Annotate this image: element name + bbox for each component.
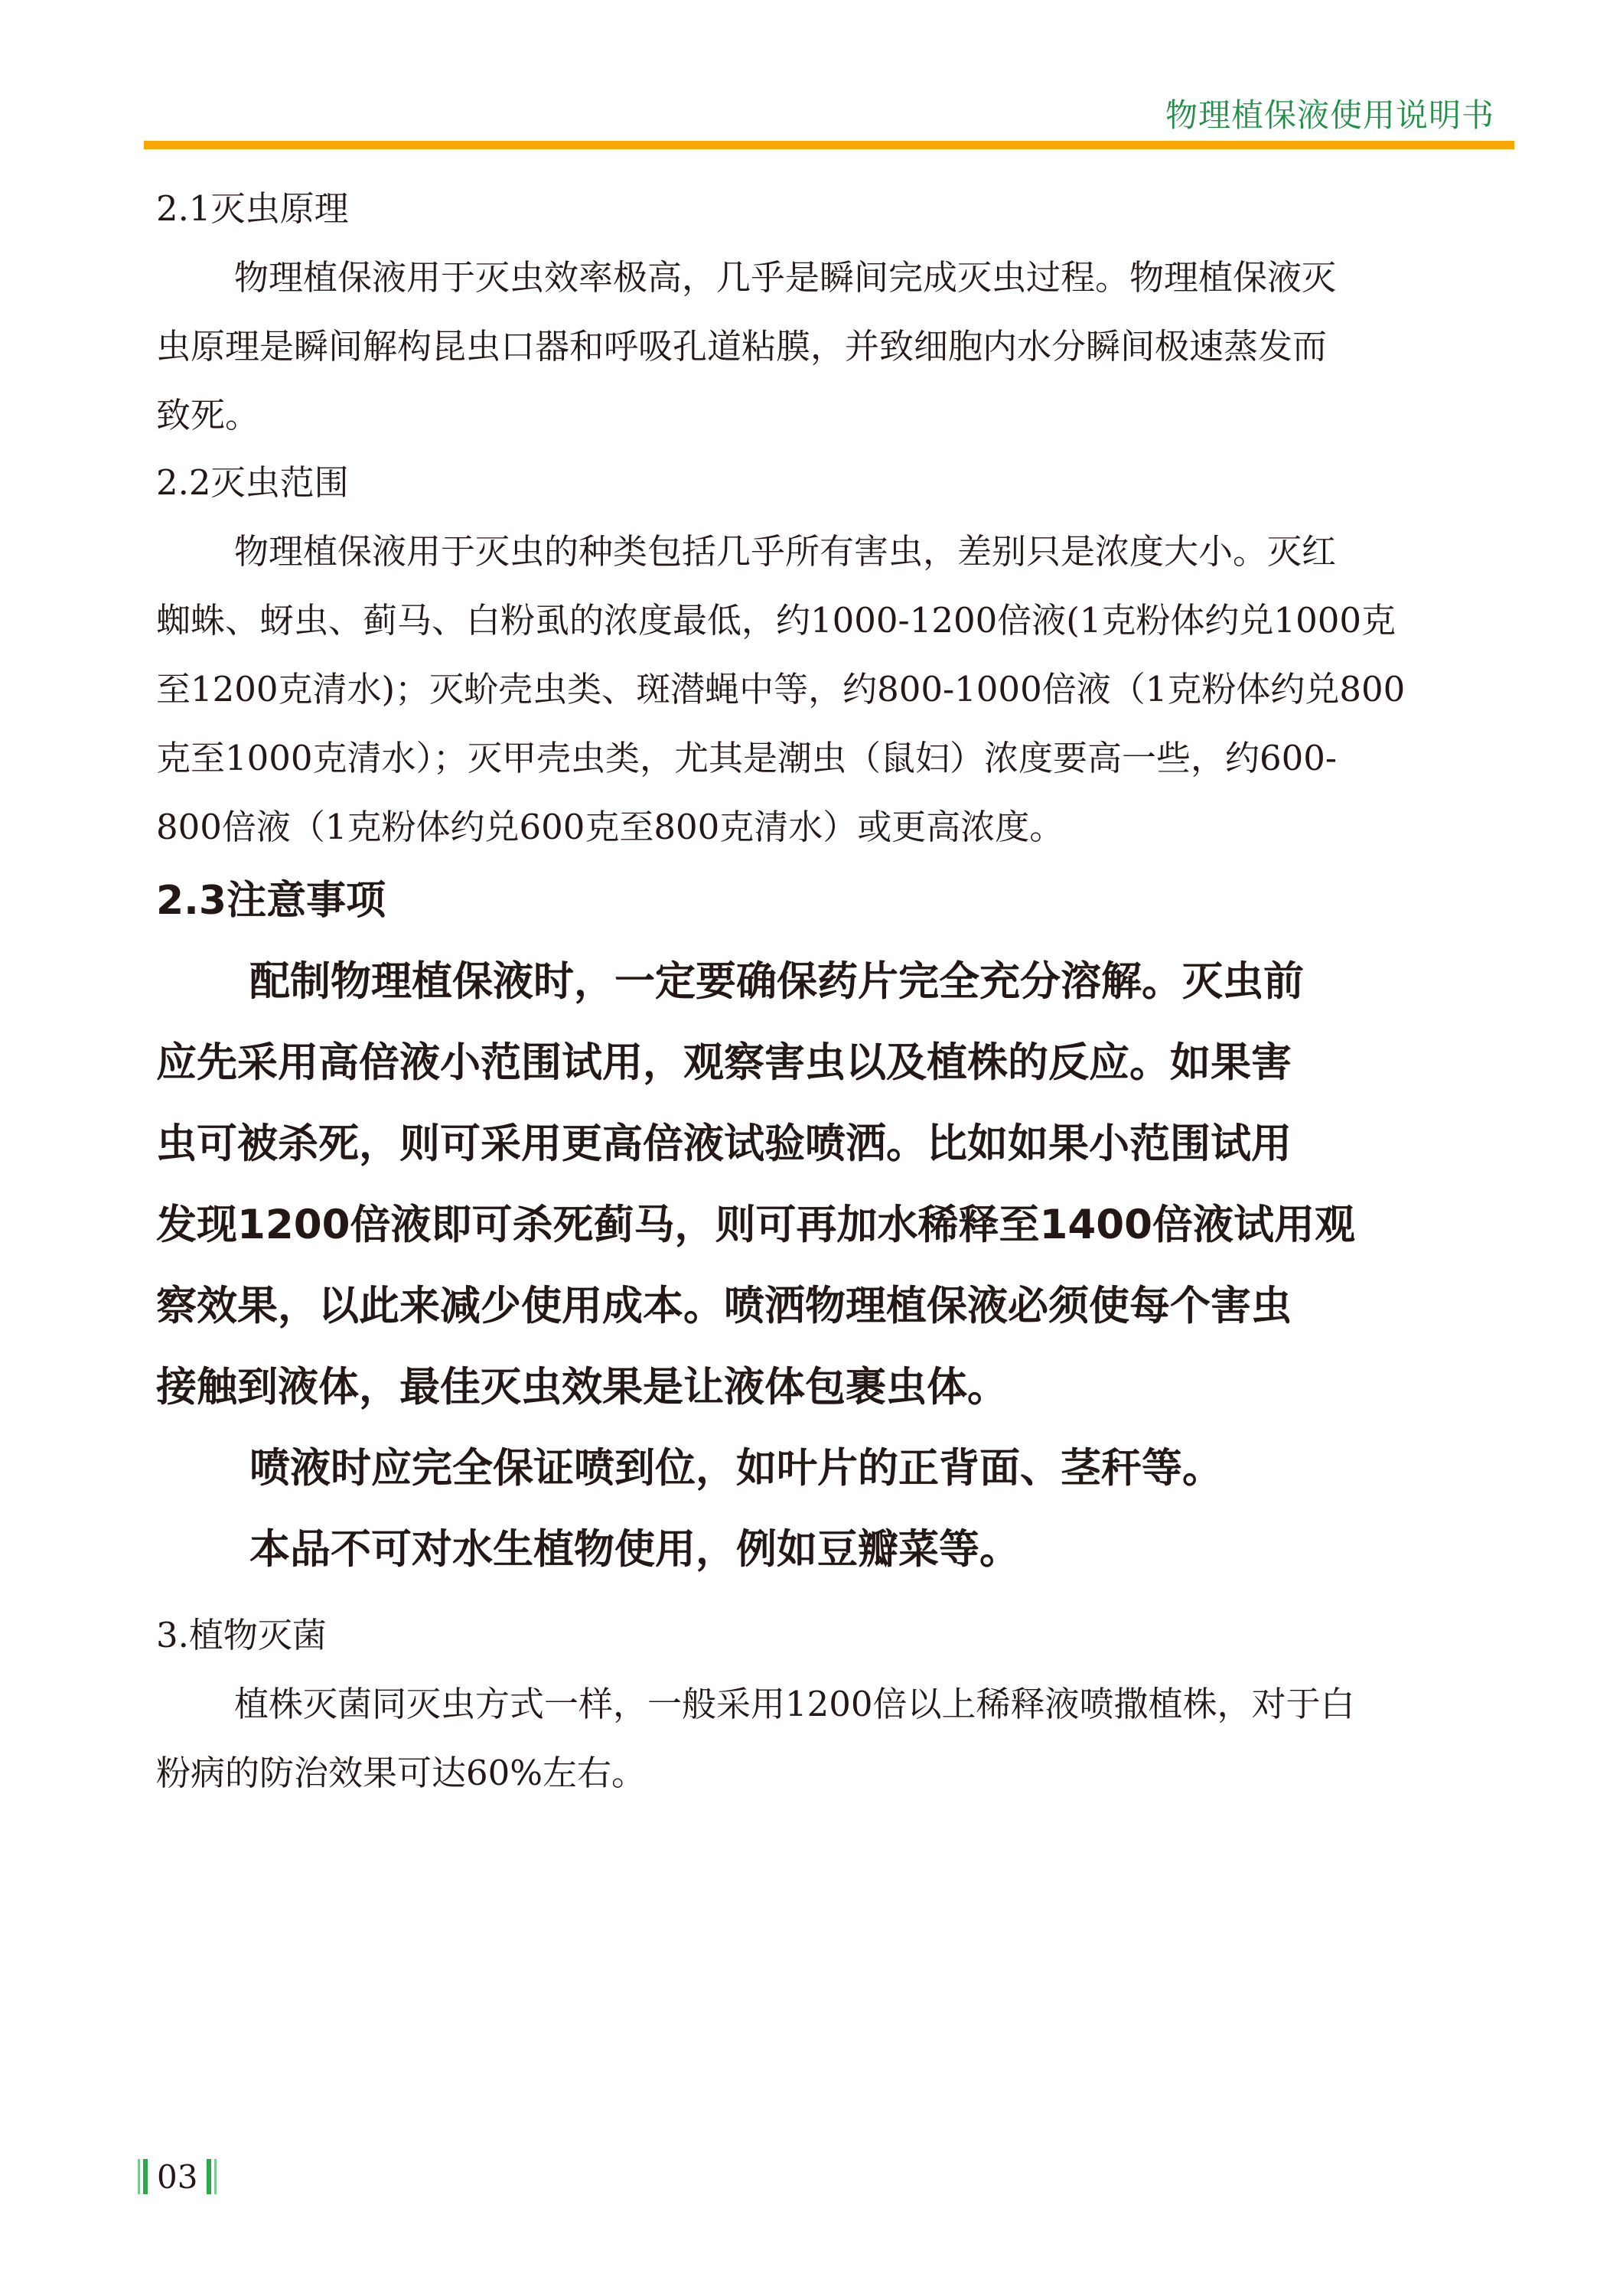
page-footer [138, 2157, 217, 2197]
footer-bar-right-thin [214, 2159, 217, 2194]
header-divider [144, 141, 1514, 149]
section-heading-2-2: 2.2灭虫范围 [156, 462, 349, 503]
paragraph-line: 克至1000克清水）；灭甲壳虫类，尤其是潮虫（鼠妇）浓度要高一些，约600- [156, 738, 1338, 778]
document-title: 物理植保液使用说明书 [1165, 96, 1494, 134]
page-number: 03 [157, 2157, 198, 2196]
paragraph-line: 800倍液（1克粉体约兑600克至800克清水）或更高浓度。 [156, 807, 1064, 847]
paragraph-line-bold: 发现1200倍液即可杀死蓟马，则可再加水稀释至1400倍液试用观 [156, 1202, 1356, 1248]
paragraph-line-bold: 察效果，以此来减少使用成本。喷洒物理植保液必须使每个害虫 [156, 1283, 1292, 1329]
paragraph-line: 虫原理是瞬间解构昆虫口器和呼吸孔道粘膜，并致细胞内水分瞬间极速蒸发而 [156, 326, 1328, 367]
footer-bar-left [143, 2159, 148, 2194]
paragraph-line: 物理植保液用于灭虫的种类包括几乎所有害虫，差别只是浓度大小。灭红 [234, 531, 1337, 572]
paragraph-line: 蜘蛛、蚜虫、蓟马、白粉虱的浓度最低，约1000-1200倍液(1克粉体约兑1000克 [156, 600, 1396, 641]
paragraph-line-bold: 接触到液体，最佳灭虫效果是让液体包裹虫体。 [156, 1364, 1008, 1411]
paragraph-line: 粉病的防治效果可达60%左右。 [156, 1753, 647, 1793]
paragraph-line-bold: 本品不可对水生植物使用，例如豆瓣菜等。 [249, 1526, 1020, 1573]
footer-bar-right [207, 2159, 211, 2194]
section-heading-3: 3.植物灭菌 [156, 1615, 327, 1655]
footer-bar-left-thin [138, 2159, 140, 2194]
paragraph-line-bold: 应先采用高倍液小范围试用，观察害虫以及植株的反应。如果害 [156, 1039, 1292, 1086]
paragraph-line-bold: 虫可被杀死，则可采用更高倍液试验喷洒。比如如果小范围试用 [156, 1120, 1292, 1167]
paragraph-line-bold: 喷液时应完全保证喷到位，如叶片的正背面、茎秆等。 [249, 1445, 1223, 1492]
paragraph-line-bold: 配制物理植保液时，一定要确保药片完全充分溶解。灭虫前 [249, 958, 1304, 1005]
section-heading-2-1: 2.1灭虫原理 [156, 188, 349, 229]
paragraph-line: 物理植保液用于灭虫效率极高，几乎是瞬间完成灭虫过程。物理植保液灭 [234, 257, 1337, 298]
paragraph-line: 至1200克清水)；灭蚧壳虫类、斑潜蝇中等，约800-1000倍液（1克粉体约兑800 [156, 669, 1406, 709]
paragraph-line: 致死。 [156, 395, 260, 435]
section-heading-2-3: 2.3注意事项 [156, 878, 386, 924]
paragraph-line: 植株灭菌同灭虫方式一样，一般采用1200倍以上稀释液喷撒植株，对于白 [234, 1684, 1355, 1724]
